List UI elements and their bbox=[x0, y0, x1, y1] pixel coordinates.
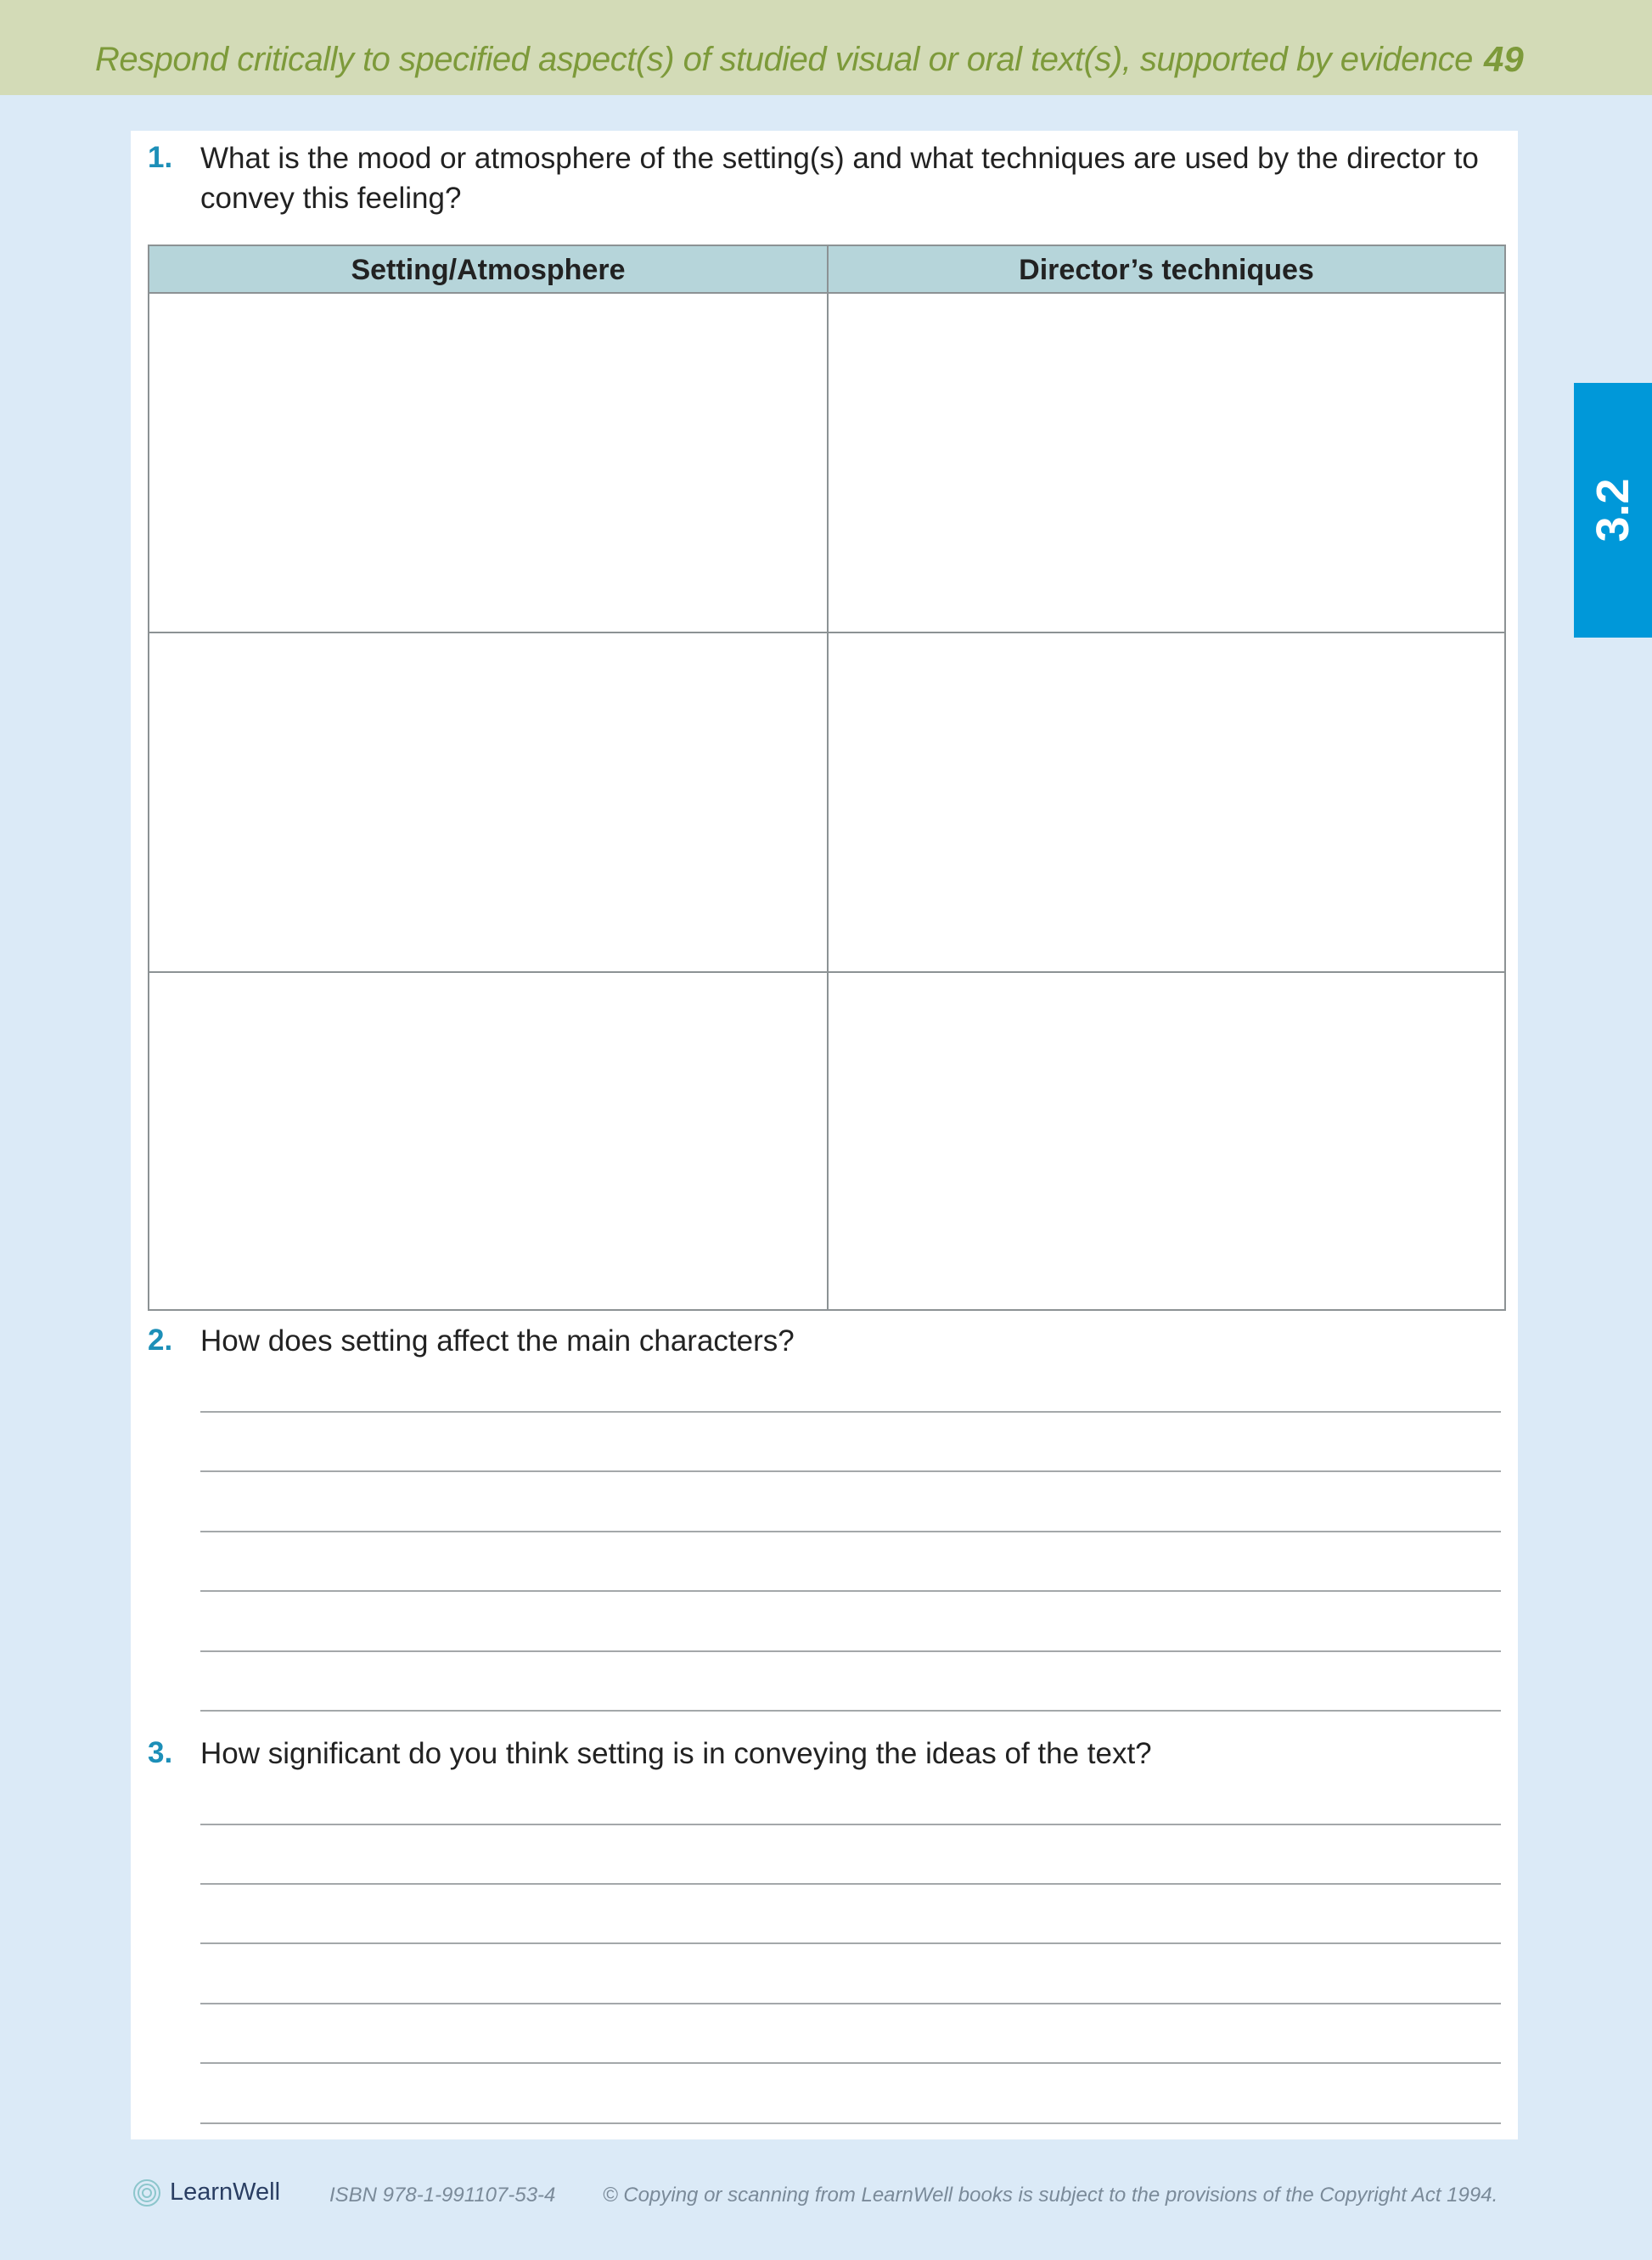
setting-techniques-table bbox=[148, 245, 1506, 1311]
table-cell-techniques-1[interactable] bbox=[829, 294, 1504, 632]
question-1-number: 1. bbox=[148, 141, 173, 174]
column-header-techniques: Director’s techniques bbox=[1019, 254, 1314, 286]
answer-line[interactable] bbox=[200, 1883, 1501, 1885]
table-cell-techniques-2[interactable] bbox=[829, 633, 1504, 971]
answer-line[interactable] bbox=[200, 1824, 1501, 1825]
section-tab bbox=[1574, 383, 1652, 638]
page-header bbox=[0, 0, 1652, 95]
question-3-number: 3. bbox=[148, 1736, 173, 1769]
table-cell-setting-1[interactable] bbox=[149, 294, 827, 632]
footer-brand: LearnWell bbox=[170, 2178, 281, 2206]
page-number: 49 bbox=[1484, 39, 1524, 79]
section-tab-label: 3.2 bbox=[1587, 478, 1638, 543]
answer-line[interactable] bbox=[200, 1942, 1501, 1944]
learnwell-logo-icon bbox=[132, 2178, 161, 2207]
question-3-text: How significant do you think setting is in conveying the ideas of the text? bbox=[200, 1737, 1152, 1770]
table-cell-techniques-3[interactable] bbox=[829, 973, 1504, 1309]
footer-copyright: © Copying or scanning from LearnWell books is subject to the provisions of the Copyright Act 1994. bbox=[603, 2184, 1498, 2207]
answer-line[interactable] bbox=[200, 1470, 1501, 1472]
answer-line[interactable] bbox=[200, 1411, 1501, 1413]
question-1-text-line1: What is the mood or atmosphere of the setting(s) and what techniques are used by the director to bbox=[200, 142, 1479, 175]
answer-line[interactable] bbox=[200, 2062, 1501, 2064]
question-2-number: 2. bbox=[148, 1324, 173, 1357]
answer-line[interactable] bbox=[200, 2003, 1501, 2004]
question-2-text: How does setting affect the main characters? bbox=[200, 1324, 795, 1358]
table-cell-setting-2[interactable] bbox=[149, 633, 827, 971]
answer-line[interactable] bbox=[200, 1590, 1501, 1592]
question-1-text-line2: convey this feeling? bbox=[200, 182, 462, 215]
answer-line[interactable] bbox=[200, 2122, 1501, 2124]
header-title: Respond critically to specified aspect(s) of studied visual or oral text(s), supported by evidence bbox=[95, 41, 1473, 78]
answer-line[interactable] bbox=[200, 1650, 1501, 1652]
table-cell-setting-3[interactable] bbox=[149, 973, 827, 1309]
footer-isbn: ISBN 978-1-991107-53-4 bbox=[329, 2184, 556, 2207]
answer-line[interactable] bbox=[200, 1710, 1501, 1712]
answer-line[interactable] bbox=[200, 1531, 1501, 1532]
column-header-setting: Setting/Atmosphere bbox=[351, 254, 626, 286]
